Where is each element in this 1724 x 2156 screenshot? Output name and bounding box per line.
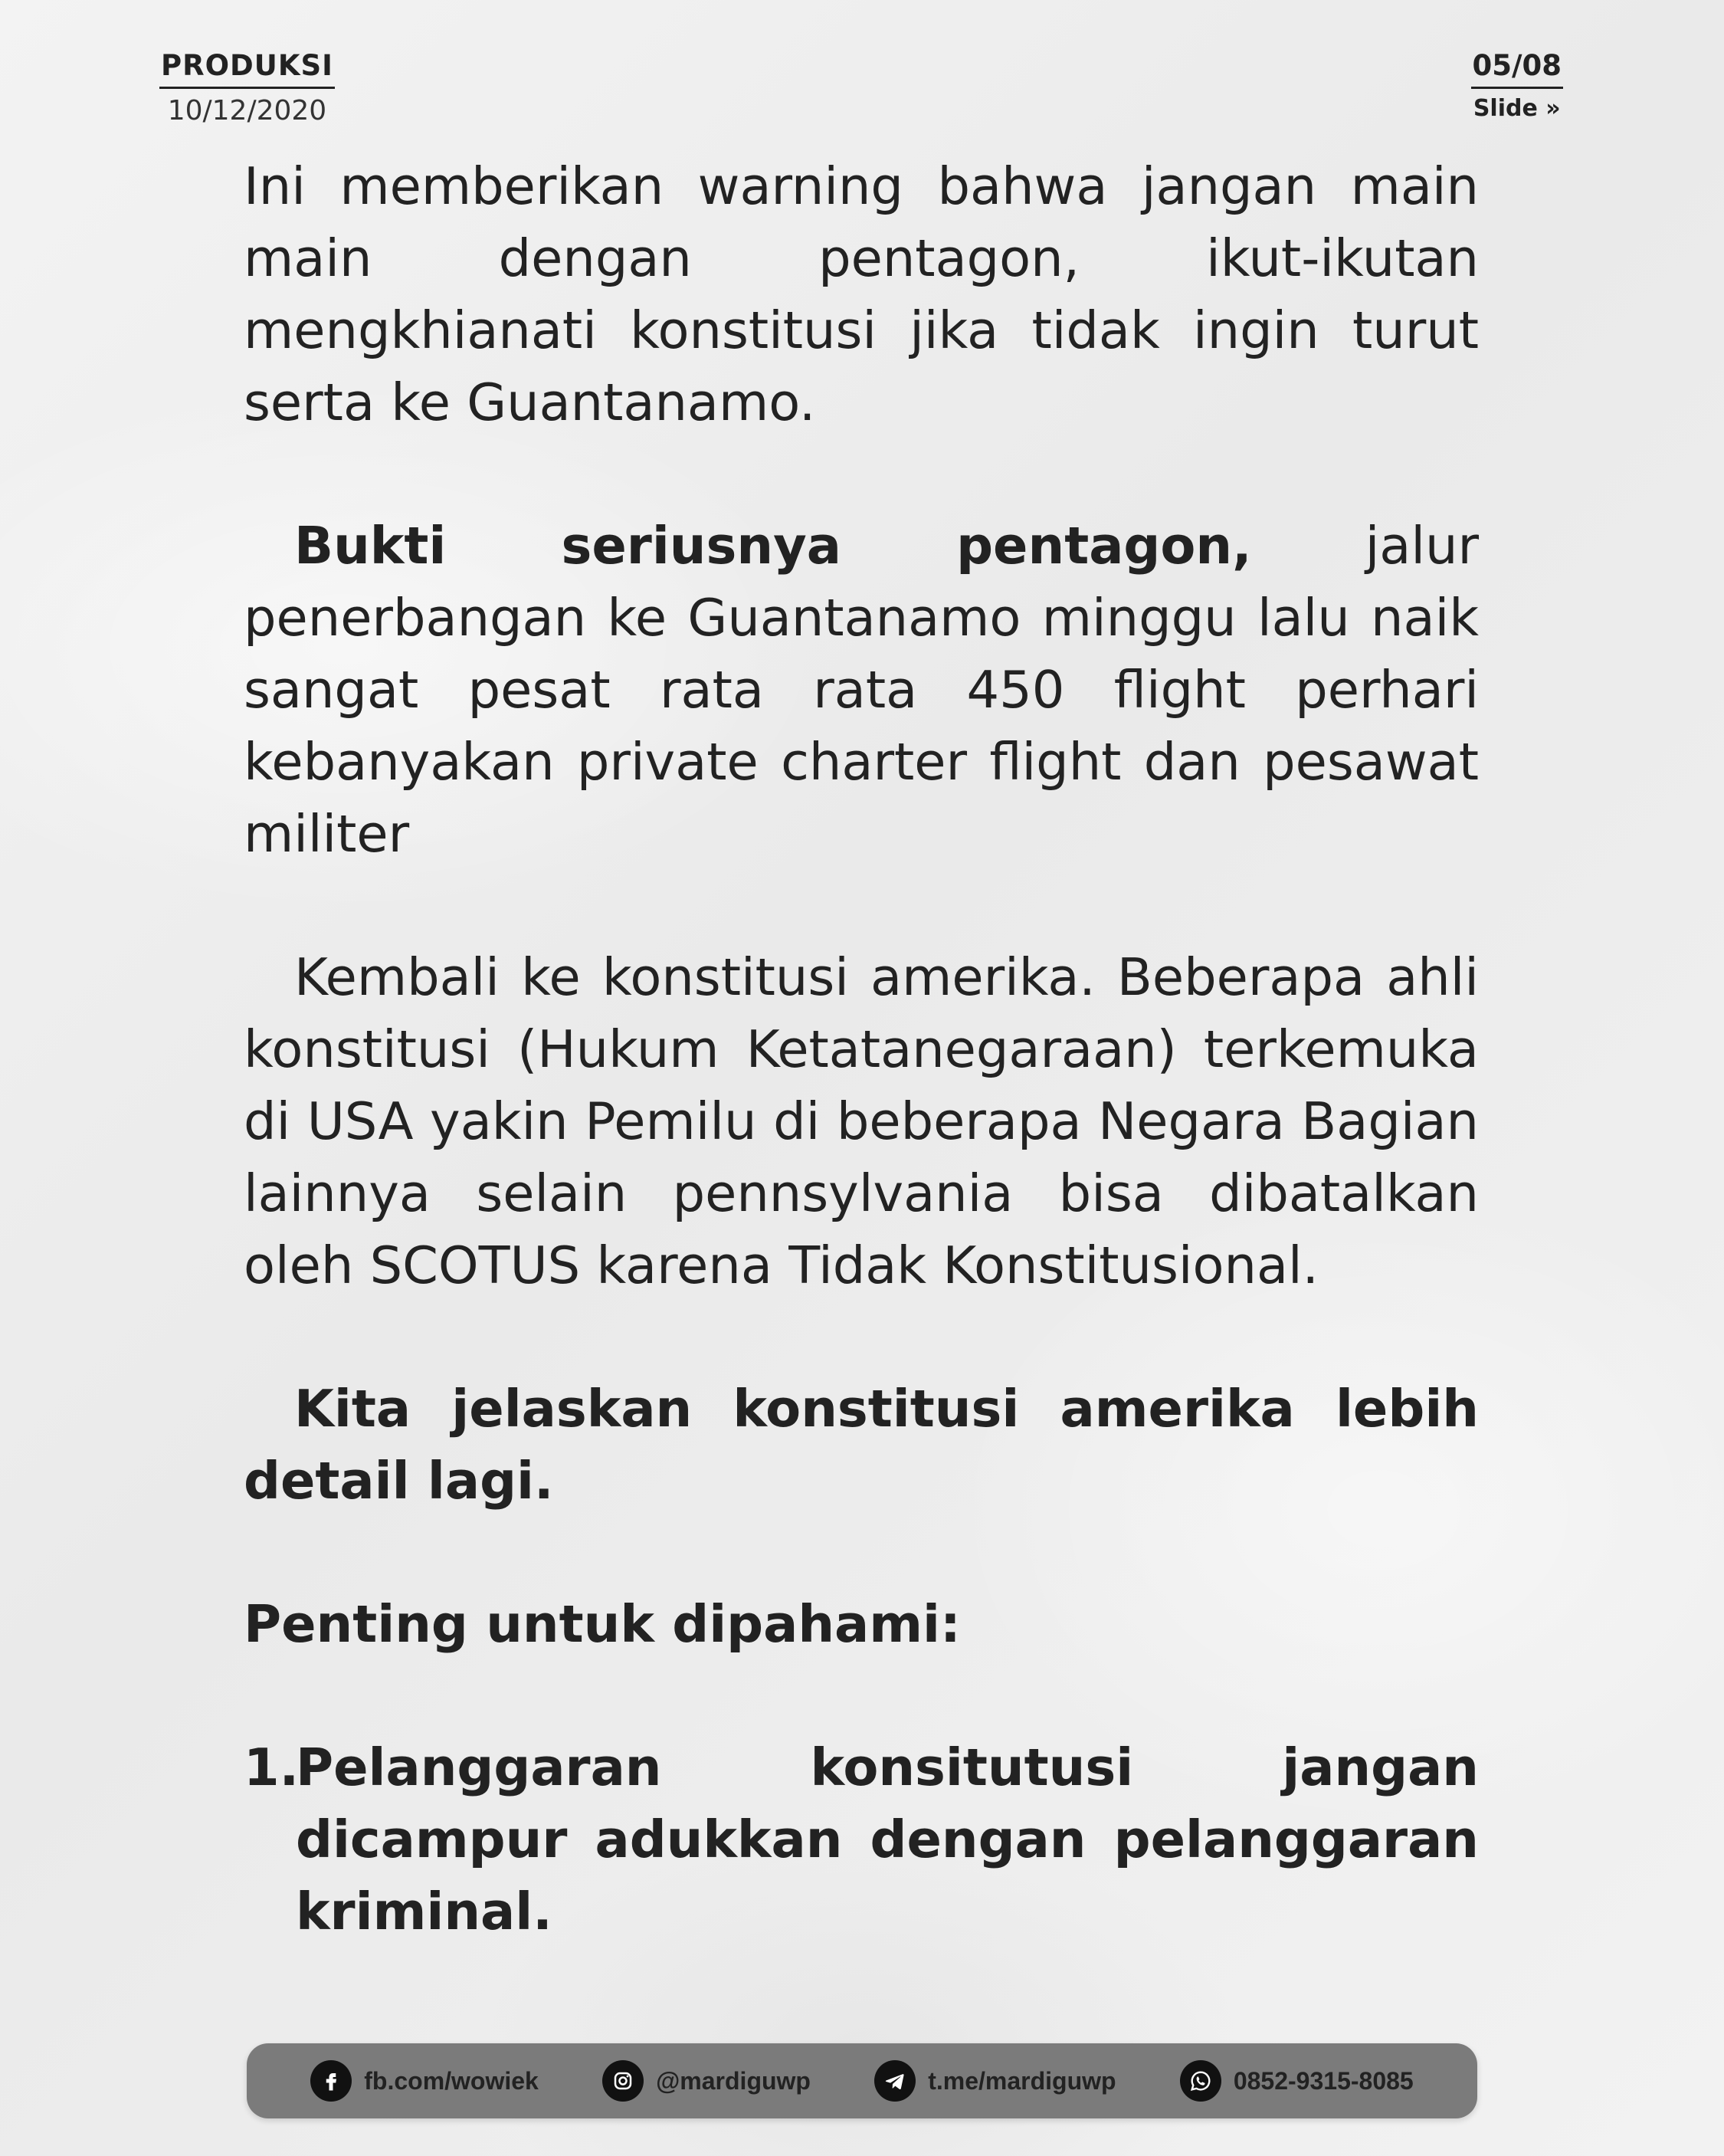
whatsapp-icon (1180, 2060, 1221, 2102)
facebook-icon (310, 2060, 352, 2102)
telegram-link[interactable] (874, 2060, 1116, 2102)
paragraph-2 (244, 510, 1479, 870)
facebook-link[interactable] (310, 2060, 539, 2102)
header-right (1471, 49, 1564, 122)
instagram-link[interactable] (602, 2060, 811, 2102)
instagram-icon (602, 2060, 644, 2102)
section-heading: Penting untuk dipahami: (244, 1594, 961, 1654)
paragraph-2-lead: Bukti seriusnya pentagon, (294, 516, 1252, 576)
list-number: 1. (244, 1738, 300, 1797)
paragraph-2-rest: jalur penerbangan ke Guantanamo minggu lalu naik sangat pesat rata rata 450 flight perhari kebanyakan private charter flight dan pesawat militer (244, 516, 1479, 864)
slide-indicator: Slide » (1473, 95, 1561, 122)
whatsapp-link[interactable] (1180, 2060, 1414, 2102)
social-footer (247, 2043, 1477, 2118)
production-date: 10/12/2020 (167, 95, 327, 126)
whatsapp-number: 0852-9315-8085 (1233, 2066, 1414, 2095)
paragraph-3: Kembali ke konstitusi amerika. Beberapa ahli konstitusi (Hukum Ketatanegaraan) terkemuka di USA yakin Pemilu di beberapa Negara Bagian lainnya selain pennsylvania bisa dibatalkan oleh SCOTUS karena Tidak Konstitusional. (244, 947, 1479, 1295)
telegram-handle: t.me/mardiguwp (928, 2066, 1116, 2095)
list-item (244, 1731, 1479, 1948)
facebook-handle: fb.com/wowiek (364, 2066, 539, 2095)
paragraph-1: Ini memberikan warning bahwa jangan main main dengan pentagon, ikut-ikutan mengkhianati konstitusi jika tidak ingin turut serta ke Guantanamo. (244, 156, 1479, 432)
main-text (244, 150, 1479, 1948)
page-number: 05/08 (1471, 49, 1564, 89)
instagram-handle: @mardiguwp (656, 2066, 811, 2095)
produksi-label: PRODUKSI (159, 49, 335, 89)
header-left (159, 49, 335, 126)
paragraph-4: Kita jelaskan konstitusi amerika lebih detail lagi. (244, 1379, 1479, 1511)
list-text: Pelanggaran konsitutusi jangan dicampur adukkan dengan pelanggaran kriminal. (296, 1738, 1479, 1941)
telegram-icon (874, 2060, 916, 2102)
